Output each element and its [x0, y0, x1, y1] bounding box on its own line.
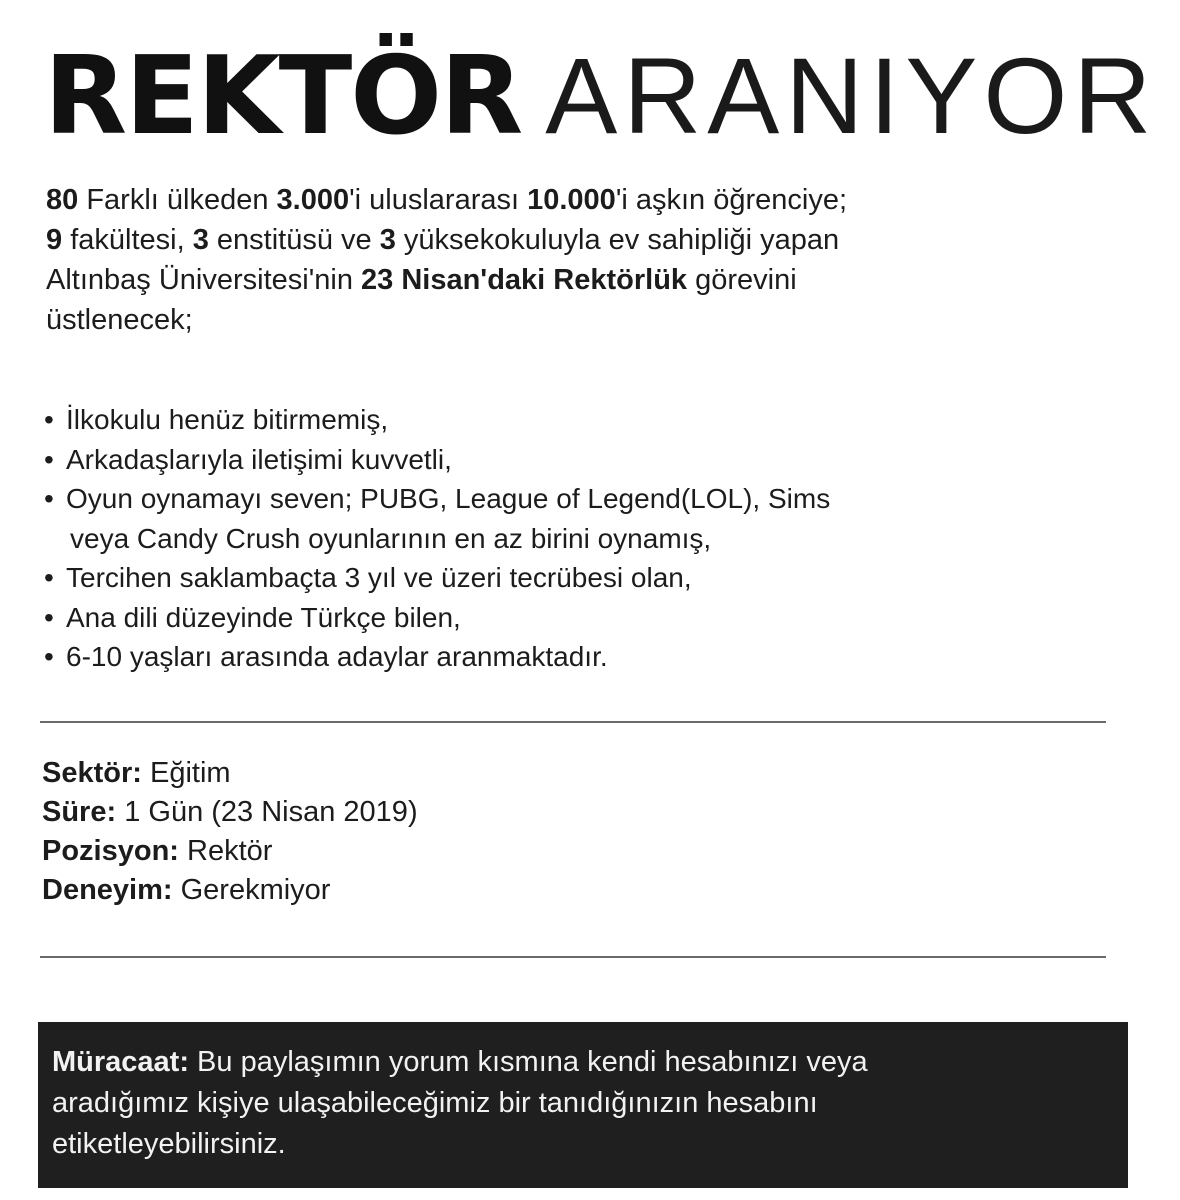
bullet-icon: •: [44, 404, 54, 435]
stat-faculties: 9: [46, 224, 63, 256]
list-item: • İlkokulu henüz bitirmemiş,: [44, 400, 1124, 440]
list-item: • Arkadaşlarıyla iletişimi kuvvetli,: [44, 440, 1124, 480]
intro-line-3: Altınbaş Üniversitesi'nin 23 Nisan'daki Rektörlük görevini: [46, 264, 797, 296]
bullet-icon: •: [44, 483, 54, 514]
bullet-icon: •: [44, 562, 54, 593]
detail-position: Pozisyon: Rektör: [42, 835, 273, 867]
application-line-2: aradığımız kişiye ulaşabileceğimiz bir tanıdığınızın hesabını: [52, 1087, 818, 1119]
application-line-1: Müracaat: Bu paylaşımın yorum kısmına kendi hesabınızı veya: [52, 1046, 868, 1078]
page-title: [44, 34, 1158, 159]
list-item: • Ana dili düzeyinde Türkçe bilen,: [44, 598, 1124, 638]
bullet-icon: •: [44, 641, 54, 672]
list-item: • 6-10 yaşları arasında adaylar aranmaktadır.: [44, 637, 1124, 677]
divider: [40, 956, 1106, 958]
intro-line-4: üstlenecek;: [46, 304, 193, 336]
application-line-3: etiketleyebilirsiniz.: [52, 1128, 286, 1160]
intro-line-2: 9 fakültesi, 3 enstitüsü ve 3 yüksekokuluyla ev sahipliği yapan: [46, 224, 840, 256]
title-light-word: ARANIYOR: [545, 35, 1158, 156]
detail-duration: Süre: 1 Gün (23 Nisan 2019): [42, 796, 418, 828]
stat-institutes: 3: [192, 224, 209, 256]
detail-sector: Sektör: Eğitim: [42, 757, 231, 789]
stat-countries: 80: [46, 184, 79, 216]
list-item: • Tercihen saklambaçta 3 yıl ve üzeri tecrübesi olan,: [44, 558, 1124, 598]
detail-experience: Deneyim: Gerekmiyor: [42, 874, 331, 906]
stat-schools: 3: [379, 224, 396, 256]
intro-line-1: 80 Farklı ülkeden 3.000'i uluslararası 10.000'i aşkın öğrenciye;: [46, 184, 848, 216]
stat-students: 10.000: [527, 184, 616, 216]
bullet-icon: •: [44, 443, 54, 475]
job-details: [42, 754, 418, 910]
application-box: [38, 1022, 1128, 1188]
stat-international: 3.000: [276, 184, 350, 216]
requirements-list: [44, 400, 1124, 677]
bullet-icon: •: [44, 601, 54, 633]
title-bold-word: REKTÖR: [44, 34, 522, 159]
divider: [40, 721, 1106, 723]
list-item: • Oyun oynamayı seven; PUBG, League of Legend(LOL), Sims veya Candy Crush oyunlarının en az birini oynamış,: [44, 479, 1124, 558]
role-highlight: 23 Nisan'daki Rektörlük: [361, 264, 688, 296]
intro-paragraph: [46, 180, 1106, 340]
